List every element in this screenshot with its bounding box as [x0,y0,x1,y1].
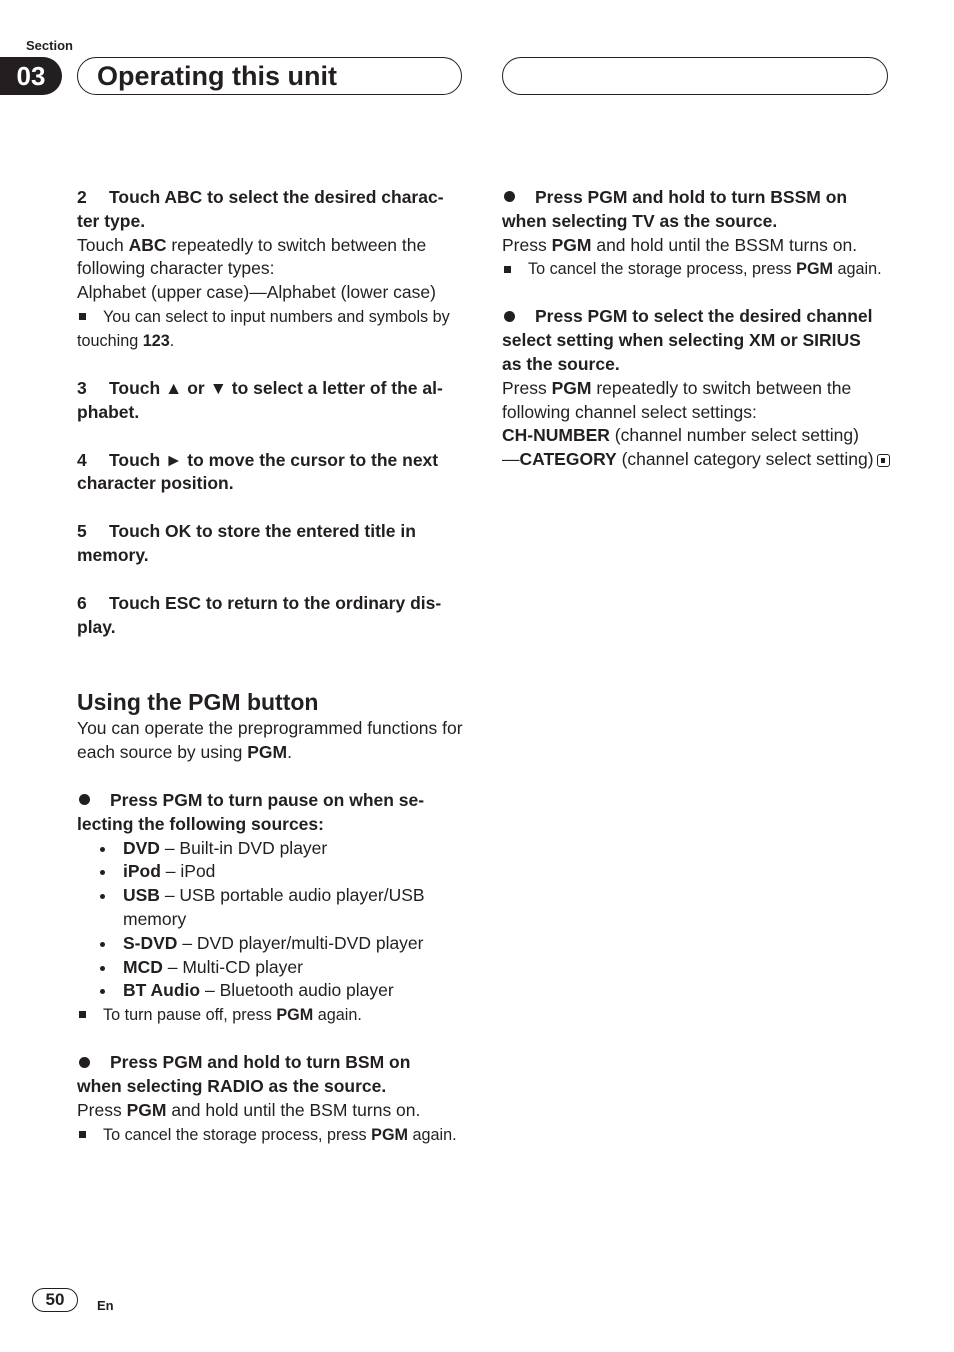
bullet-dot-icon [504,191,515,202]
step-2-heading: 2 Touch ABC to select the desired charac- ter type. [77,187,444,231]
bullet-dot-icon [79,794,90,805]
list-item: USB – USB portable audio player/USB memory [77,884,469,932]
pgm-section-intro: You can operate the preprogrammed functions for each source by using PGM. [77,718,463,763]
list-item: S-DVD – DVD player/multi-DVD player [77,932,469,956]
step-6-heading: 6 Touch ESC to return to the ordinary dis- play. [77,592,442,637]
channel-body: Press PGM repeatedly to switch between the following channel select settings: [502,377,852,422]
header-empty-frame [502,57,888,95]
bssm-note: To cancel the storage process, press PGM again. [502,257,894,281]
bsm-body: Press PGM and hold until the BSM turns on. [77,1099,421,1120]
bsm-note: To cancel the storage process, press PGM again. [77,1123,469,1147]
bullet-dot-icon [79,1057,90,1068]
note-square-icon [504,266,511,273]
right-column [502,186,894,472]
pause-source-list [77,837,469,1004]
step-5-heading: 5 Touch OK to store the entered title in memory. [77,521,416,565]
channel-heading: Press PGM to select the desired channel select setting when selecting XM or SIRIUS as the source. [502,306,873,374]
step-3-heading: 3 Touch ▲ or ▼ to select a letter of the al- phabet. [77,377,443,422]
bssm-heading: Press PGM and hold to turn BSSM on when selecting TV as the source. [502,187,848,231]
step-4-heading: 4 Touch ► to move the cursor to the next character position. [77,449,439,494]
note-square-icon [79,313,86,320]
list-item: MCD – Multi-CD player [77,956,469,980]
pause-heading: Press PGM to turn pause on when se- lecting the following sources: [77,789,425,834]
end-of-section-icon [877,454,890,467]
bssm-body: Press PGM and hold until the BSSM turns on. [502,234,858,255]
section-label: Section [26,38,73,53]
list-item: DVD – Built-in DVD player [77,837,469,861]
note-square-icon [79,1011,86,1018]
page-number: 50 [32,1288,78,1312]
pause-note: To turn pause off, press PGM again. [77,1003,469,1027]
bsm-heading: Press PGM and hold to turn BSM on when selecting RADIO as the source. [77,1052,411,1096]
step-2-body: Touch ABC repeatedly to switch between the following character types: [77,234,427,279]
pgm-section-heading: Using the PGM button [77,689,319,716]
bullet-dot-icon [504,311,515,322]
list-item: BT Audio – Bluetooth audio player [77,979,469,1003]
left-column [77,186,469,1147]
channel-options: CH-NUMBER (channel number select setting) —CATEGORY (channel category select setting) [502,424,894,472]
list-item: iPod – iPod [77,860,469,884]
step-2-note: You can select to input numbers and symbols by touching 123. [77,307,450,350]
language-label: En [97,1298,114,1313]
section-number-badge: 03 [0,57,62,95]
note-square-icon [79,1131,86,1138]
page-title: Operating this unit [97,61,337,91]
step-2-types: Alphabet (upper case)—Alphabet (lower case) [77,282,436,303]
